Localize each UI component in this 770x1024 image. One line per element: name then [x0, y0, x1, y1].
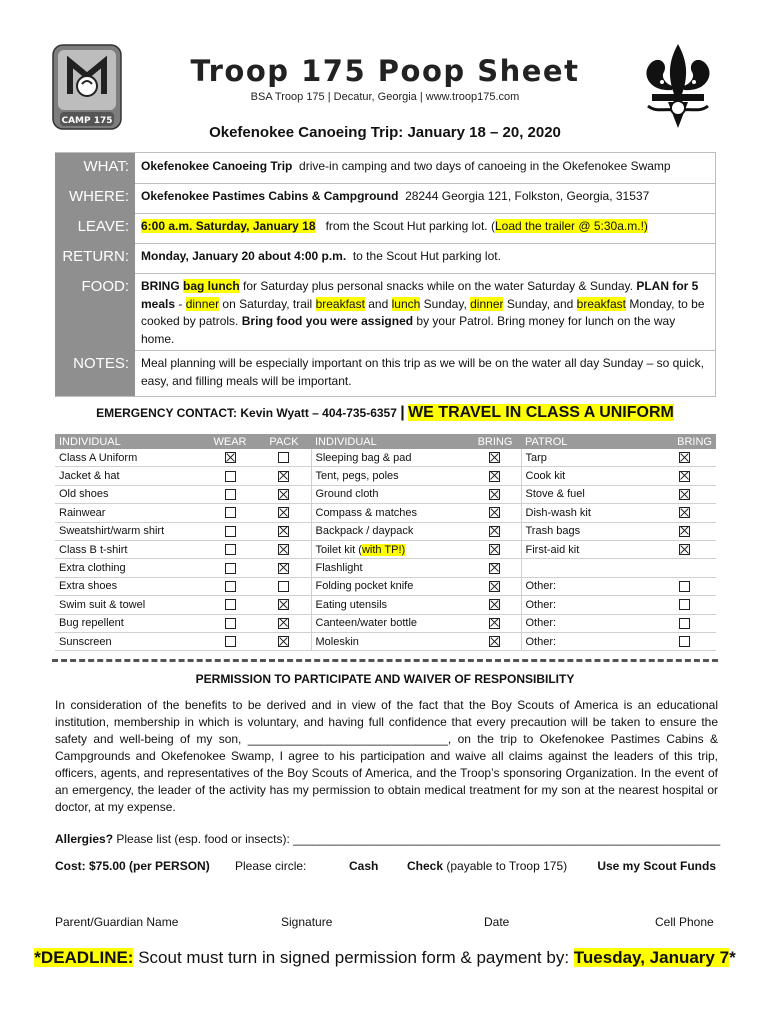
pack-checkbox[interactable]	[278, 563, 289, 574]
col-individual-2: INDIVIDUAL	[311, 434, 469, 449]
pack-checkbox[interactable]	[278, 471, 289, 482]
info-label-where: WHERE:	[55, 183, 135, 213]
item-patrol: Other:	[521, 596, 649, 614]
item-individual-2: Compass & matches	[311, 504, 469, 522]
sig-date: Date	[484, 915, 510, 929]
item-individual-2: Toilet kit (with TP!)	[311, 540, 469, 558]
wear-checkbox[interactable]	[225, 599, 236, 610]
wear-checkbox[interactable]	[225, 452, 236, 463]
info-label-what: WHAT:	[55, 153, 135, 183]
option-cash[interactable]: Cash	[349, 859, 379, 873]
item-individual: Sweatshirt/warm shirt	[55, 522, 203, 540]
info-row-food	[55, 273, 716, 351]
bring-checkbox[interactable]	[489, 544, 500, 555]
checklist-row	[55, 522, 716, 540]
option-check[interactable]: Check (payable to Troop 175)	[407, 859, 568, 873]
item-individual-2: Canteen/water bottle	[311, 614, 469, 632]
patrol-bring-checkbox[interactable]	[679, 452, 690, 463]
bring-checkbox[interactable]	[489, 563, 500, 574]
col-individual: INDIVIDUAL	[55, 434, 203, 449]
allergies-line: Allergies? Please list (esp. food or insects): ________________________________________________________________	[55, 832, 721, 846]
checklist-row	[55, 467, 716, 485]
wear-checkbox[interactable]	[225, 618, 236, 629]
item-individual-2: Ground cloth	[311, 485, 469, 503]
item-individual-2: Backpack / daypack	[311, 522, 469, 540]
emergency-contact: EMERGENCY CONTACT: Kevin Wyatt – 404-735-6357	[96, 406, 397, 420]
patrol-bring-checkbox[interactable]	[679, 636, 690, 647]
permission-body: In consideration of the benefits to be derived and in view of the fact that the Boy Scouts of America is an educational institution, membership in which is voluntary, and having full confidence that every precaution will be taken to ensure the safety and well-being of my son, ______________________________, on the trip to Okefenokee Pastimes Cabins & Campgrounds and Okefenokee Swamp, I agree to his participation and waive all claims against the leaders of this trip, officers, agents, and representatives of the Boy Scouts of America, and the Troop’s sponsoring Organization. In the event of an emergency, the leader of the activity has my permission to obtain medical treatment for my son at the nearest hospital or doctor, at my expense.	[55, 698, 718, 814]
wear-checkbox[interactable]	[225, 507, 236, 518]
item-patrol: Stove & fuel	[521, 485, 649, 503]
item-individual: Class A Uniform	[55, 449, 203, 467]
checklist-row	[55, 504, 716, 522]
info-row-notes	[55, 350, 716, 397]
item-individual: Swim suit & towel	[55, 596, 203, 614]
pack-checkbox[interactable]	[278, 636, 289, 647]
uniform-notice: WE TRAVEL IN CLASS A UNIFORM	[408, 404, 674, 421]
bring-checkbox[interactable]	[489, 636, 500, 647]
wear-checkbox[interactable]	[225, 471, 236, 482]
item-individual: Class B t-shirt	[55, 540, 203, 558]
cost-label: Cost: $75.00 (per PERSON)	[55, 859, 210, 873]
bring-checkbox[interactable]	[489, 489, 500, 500]
checklist-row	[55, 485, 716, 503]
patrol-bring-checkbox[interactable]	[679, 489, 690, 500]
info-label-leave: LEAVE:	[55, 213, 135, 243]
info-body-where: Okefenokee Pastimes Cabins & Campground 28244 Georgia 121, Folkston, Georgia, 31537	[135, 183, 716, 213]
bring-checkbox[interactable]	[489, 507, 500, 518]
emergency-separator: |	[400, 404, 405, 421]
checklist-row	[55, 596, 716, 614]
bring-checkbox[interactable]	[489, 618, 500, 629]
trip-title: Okefenokee Canoeing Trip: January 18 – 20, 2020	[209, 124, 561, 141]
page-subtitle: BSA Troop 175 | Decatur, Georgia | www.troop175.com	[250, 91, 520, 103]
info-body-return: Monday, January 20 about 4:00 p.m. to the Scout Hut parking lot.	[135, 243, 716, 273]
item-patrol: Other:	[521, 577, 649, 595]
item-individual: Sunscreen	[55, 632, 203, 650]
col-bring: BRING	[469, 434, 521, 449]
wear-checkbox[interactable]	[225, 526, 236, 537]
col-wear: WEAR	[203, 434, 257, 449]
item-individual-2: Moleskin	[311, 632, 469, 650]
item-patrol: Other:	[521, 632, 649, 650]
patrol-bring-checkbox[interactable]	[679, 526, 690, 537]
page-title: Troop 175 Poop Sheet	[190, 54, 580, 88]
item-patrol: Tarp	[521, 449, 649, 467]
sig-signature: Signature	[281, 915, 333, 929]
item-patrol: First-aid kit	[521, 540, 649, 558]
checklist-row	[55, 632, 716, 650]
permission-title: PERMISSION TO PARTICIPATE AND WAIVER OF RESPONSIBILITY	[195, 672, 575, 686]
item-individual-2: Sleeping bag & pad	[311, 449, 469, 467]
item-individual: Old shoes	[55, 485, 203, 503]
info-body-what: Okefenokee Canoeing Trip drive-in camping and two days of canoeing in the Okefenokee Swamp	[135, 153, 716, 183]
item-patrol: Cook kit	[521, 467, 649, 485]
info-row-where	[55, 183, 716, 214]
item-individual-2: Flashlight	[311, 559, 469, 577]
info-body-notes: Meal planning will be especially important on this trip as we will be on the water all day Sunday – so quick, easy, and filling meals will be important.	[135, 350, 716, 396]
please-circle: Please circle:	[235, 859, 307, 873]
patrol-bring-checkbox[interactable]	[679, 544, 690, 555]
bring-checkbox[interactable]	[489, 599, 500, 610]
sig-parent-name: Parent/Guardian Name	[55, 915, 179, 929]
pack-checkbox[interactable]	[278, 544, 289, 555]
cut-line-divider	[52, 659, 718, 662]
checklist-row	[55, 614, 716, 632]
item-individual-2: Tent, pegs, poles	[311, 467, 469, 485]
patrol-bring-checkbox[interactable]	[679, 618, 690, 629]
deadline-line: *DEADLINE: Scout must turn in signed permission form & payment by: Tuesday, January 7*	[34, 948, 736, 967]
info-row-leave	[55, 213, 716, 244]
info-body-leave: 6:00 a.m. Saturday, January 18 from the Scout Hut parking lot. (Load the trailer @ 5:30a.m.!)	[135, 213, 716, 243]
pack-checkbox[interactable]	[278, 489, 289, 500]
gear-checklist	[55, 434, 716, 651]
item-individual: Extra shoes	[55, 577, 203, 595]
patrol-bring-checkbox[interactable]	[679, 471, 690, 482]
item-individual: Jacket & hat	[55, 467, 203, 485]
info-label-return: RETURN:	[55, 243, 135, 273]
item-individual: Extra clothing	[55, 559, 203, 577]
patrol-bring-checkbox[interactable]	[679, 507, 690, 518]
checklist-row	[55, 449, 716, 467]
wear-checkbox[interactable]	[225, 489, 236, 500]
item-individual: Bug repellent	[55, 614, 203, 632]
pack-checkbox[interactable]	[278, 507, 289, 518]
wear-checkbox[interactable]	[225, 636, 236, 647]
col-patrol: PATROL	[521, 434, 649, 449]
item-individual-2: Folding pocket knife	[311, 577, 469, 595]
wear-checkbox[interactable]	[225, 563, 236, 574]
patrol-bring-checkbox[interactable]	[679, 599, 690, 610]
checklist-row	[55, 540, 716, 558]
item-patrol: Trash bags	[521, 522, 649, 540]
emergency-contact-line	[0, 404, 770, 422]
info-row-return	[55, 243, 716, 274]
logo-camp-text: CAMP 175	[61, 116, 113, 126]
pack-checkbox[interactable]	[278, 452, 289, 463]
bring-checkbox[interactable]	[489, 526, 500, 537]
sig-cell-phone: Cell Phone	[655, 915, 714, 929]
info-body-food: BRING bag lunch for Saturday plus personal snacks while on the water Saturday & Sunday. PLAN for 5 meals - dinner on Saturday, trail breakfast and lunch Sunday, dinner Sunday, and breakfast Monday, to be cooked by patrols. Bring food you were assigned by your Patrol. Bring money for lunch on the way home.	[135, 273, 716, 350]
item-patrol: Dish-wash kit	[521, 504, 649, 522]
checklist-row	[55, 577, 716, 595]
wear-checkbox[interactable]	[225, 544, 236, 555]
pack-checkbox[interactable]	[278, 618, 289, 629]
pack-checkbox[interactable]	[278, 599, 289, 610]
col-bring-2: BRING	[649, 434, 716, 449]
item-individual: Rainwear	[55, 504, 203, 522]
col-pack: PACK	[257, 434, 311, 449]
wear-checkbox[interactable]	[225, 581, 236, 592]
bring-checkbox[interactable]	[489, 452, 500, 463]
bring-checkbox[interactable]	[489, 471, 500, 482]
pack-checkbox[interactable]	[278, 581, 289, 592]
option-scout-funds[interactable]: Use my Scout Funds	[597, 859, 716, 873]
info-row-what	[55, 153, 716, 184]
item-individual-2: Eating utensils	[311, 596, 469, 614]
patrol-bring-checkbox[interactable]	[679, 581, 690, 592]
info-label-food: FOOD:	[55, 273, 135, 350]
item-patrol	[521, 559, 649, 577]
pack-checkbox[interactable]	[278, 526, 289, 537]
item-patrol: Other:	[521, 614, 649, 632]
checklist-row	[55, 559, 716, 577]
bring-checkbox[interactable]	[489, 581, 500, 592]
info-label-notes: NOTES:	[55, 350, 135, 396]
